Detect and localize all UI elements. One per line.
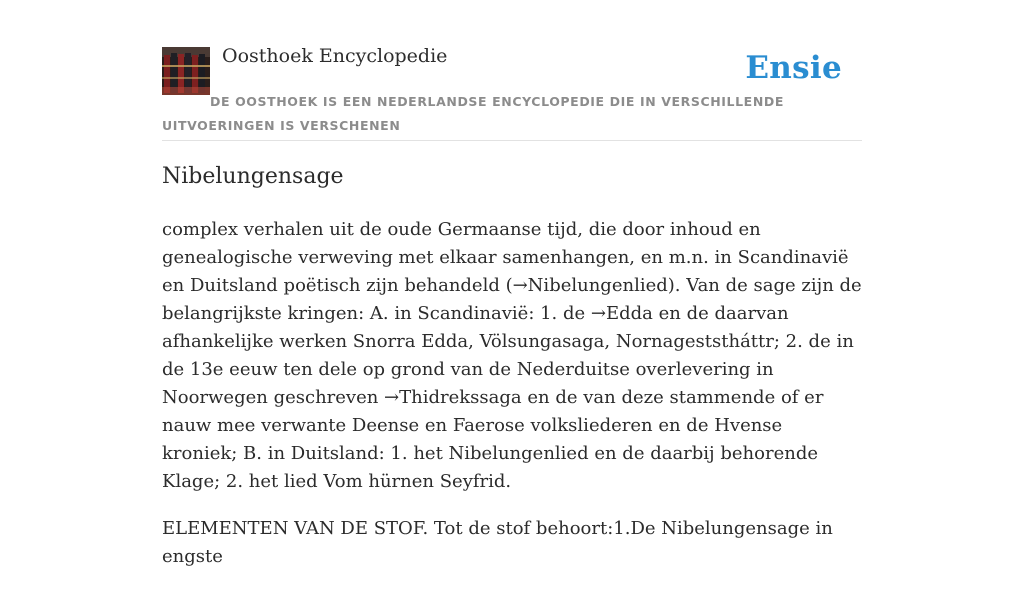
article-paragraph: complex verhalen uit de oude Germaanse tijd, die door inhoud en genealogische verweving met elkaar samenhangen, en m.n. in Scandinavië en Duitsland poëtisch zijn behandeld (→Nibelungenlied). Van de sage zijn de belangrijkste kringen: A. in Scandinavië: 1. de →Edda en de daarvan afhankelijke werken Snorra Edda, Völsungasaga, Nornageststháttr; 2. de in de 13e eeuw ten dele op grond van de Nederduitse overlevering in Noorwegen geschreven →Thidrekssaga en de van deze stammende of er nauw mee verwante Deense en Faerose volksliederen en de Hvense kroniek; B. in Duitsland: 1. het Nibelungenlied en de daarbij behorende Klage; 2. het lied Vom hürnen Seyfrid.	[162, 219, 862, 492]
brand-logo-link[interactable]: Ensie	[745, 50, 842, 86]
article-title: Nibelungensage	[162, 164, 344, 189]
site-name-link[interactable]: Oosthoek Encyclopedie	[222, 45, 448, 67]
page-container	[162, 0, 862, 567]
encyclopedia-books-icon	[162, 47, 210, 95]
site-avatar[interactable]	[162, 47, 210, 95]
site-tagline: DE OOSTHOEK IS EEN NEDERLANDSE ENCYCLOPEDIE DIE IN VERSCHILLENDE UITVOERINGEN IS VERSCHENEN	[162, 94, 784, 133]
article-paragraph: ELEMENTEN VAN DE STOF. Tot de stof behoort:1.De Nibelungensage in engste	[162, 518, 833, 567]
article-body	[162, 216, 862, 590]
site-header	[162, 0, 862, 141]
